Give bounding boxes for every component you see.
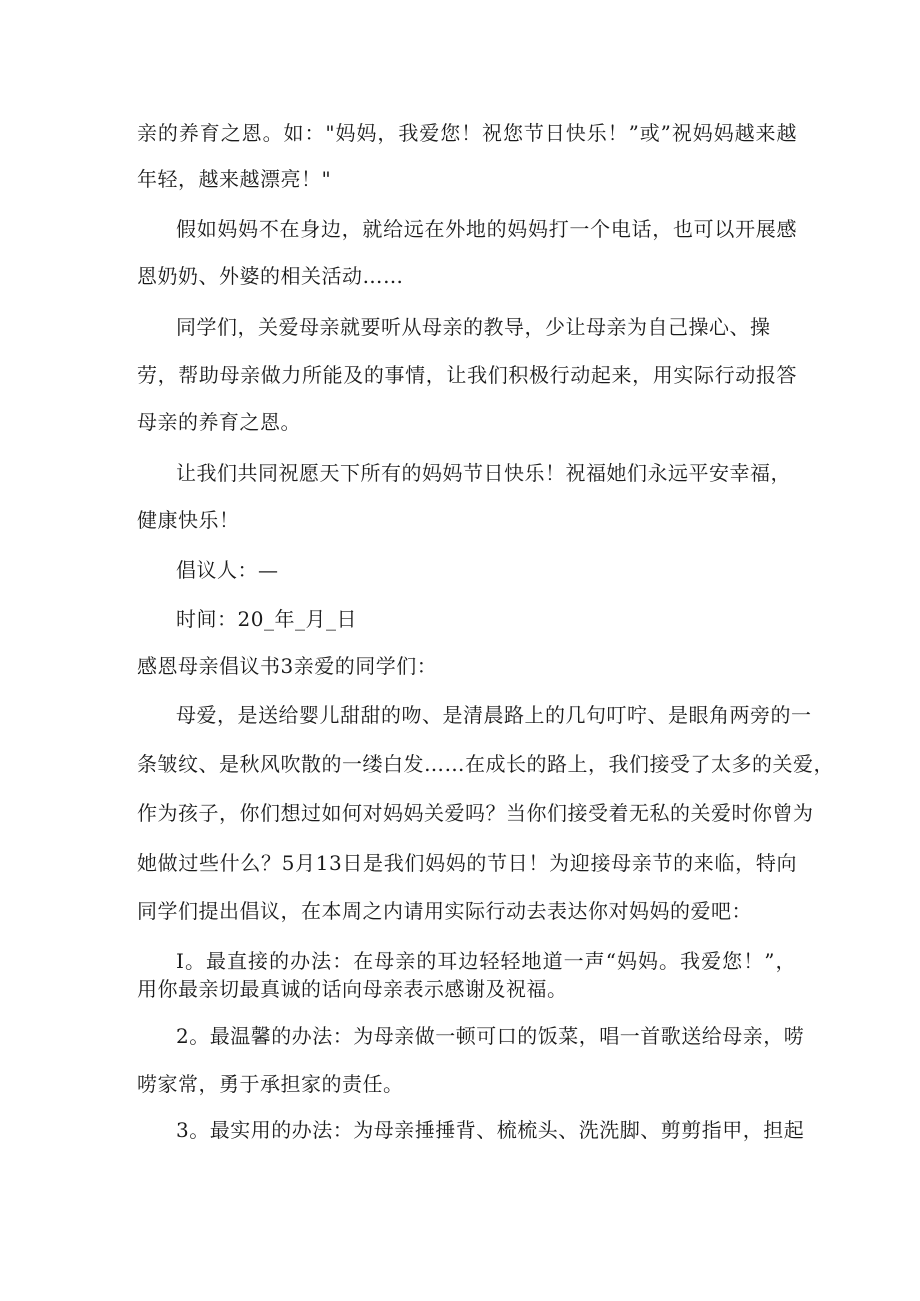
list-item-line: 2。最温馨的办法：为母亲做一顿可口的饭菜，唱一首歌送给母亲，唠 (176, 1024, 805, 1048)
text-line: 恩奶奶、外婆的相关活动…… (137, 264, 404, 288)
text-line: 母亲的养育之恩。 (137, 410, 301, 434)
text-line: 亲的养育之恩。如："妈妈，我爱您！祝您节日快乐！”或”祝妈妈越来越 (137, 121, 797, 145)
list-item-line: I。最直接的办法：在母亲的耳边轻轻地道一声“妈妈。我爱您！”， (176, 949, 796, 973)
date-line: 时间：20_年_月_日 (176, 607, 357, 631)
text-line: 假如妈妈不在身边，就给远在外地的妈妈打一个电话，也可以开展感 (176, 217, 797, 241)
text-line: 年轻，越来越漂亮！" (137, 167, 332, 191)
signatory-line: 倡议人：— (176, 558, 279, 582)
list-item-line: 唠家常，勇于承担家的责任。 (137, 1072, 404, 1096)
text-line: 条皱纹、是秋风吹散的一缕白发……在成长的路上，我们接受了太多的关爱， (137, 752, 834, 776)
text-line: 作为孩子，你们想过如何对妈妈关爱吗？当你们接受着无私的关爱时你曾为 (137, 801, 814, 825)
text-line: 她做过些什么？5月13日是我们妈妈的节日！为迎接母亲节的来临，特向 (137, 851, 797, 875)
text-line: 母爱，是送给婴儿甜甜的吻、是清晨路上的几句叮咛、是眼角两旁的一 (176, 703, 812, 727)
text-line: 同学们，关爱母亲就要听从母亲的教导，少让母亲为自己操心、操 (176, 315, 771, 339)
list-item-line: 3。最实用的办法：为母亲捶捶背、梳梳头、洗洗脚、剪剪指甲，担起 (176, 1118, 805, 1142)
list-item-line: 用你最亲切最真诚的话向母亲表示感谢及祝福。 (137, 977, 568, 1001)
text-line: 健康快乐！ (137, 508, 240, 532)
text-line: 劳，帮助母亲做力所能及的事情，让我们积极行动起来，用实际行动报答 (137, 363, 797, 387)
section-heading: 感恩母亲倡议书3亲爱的同学们： (137, 654, 438, 678)
text-line: 同学们提出倡议，在本周之内请用实际行动去表达你对妈妈的爱吧： (137, 899, 752, 923)
text-line: 让我们共同祝愿天下所有的妈妈节日快乐！祝福她们永远平安幸福， (176, 461, 791, 485)
